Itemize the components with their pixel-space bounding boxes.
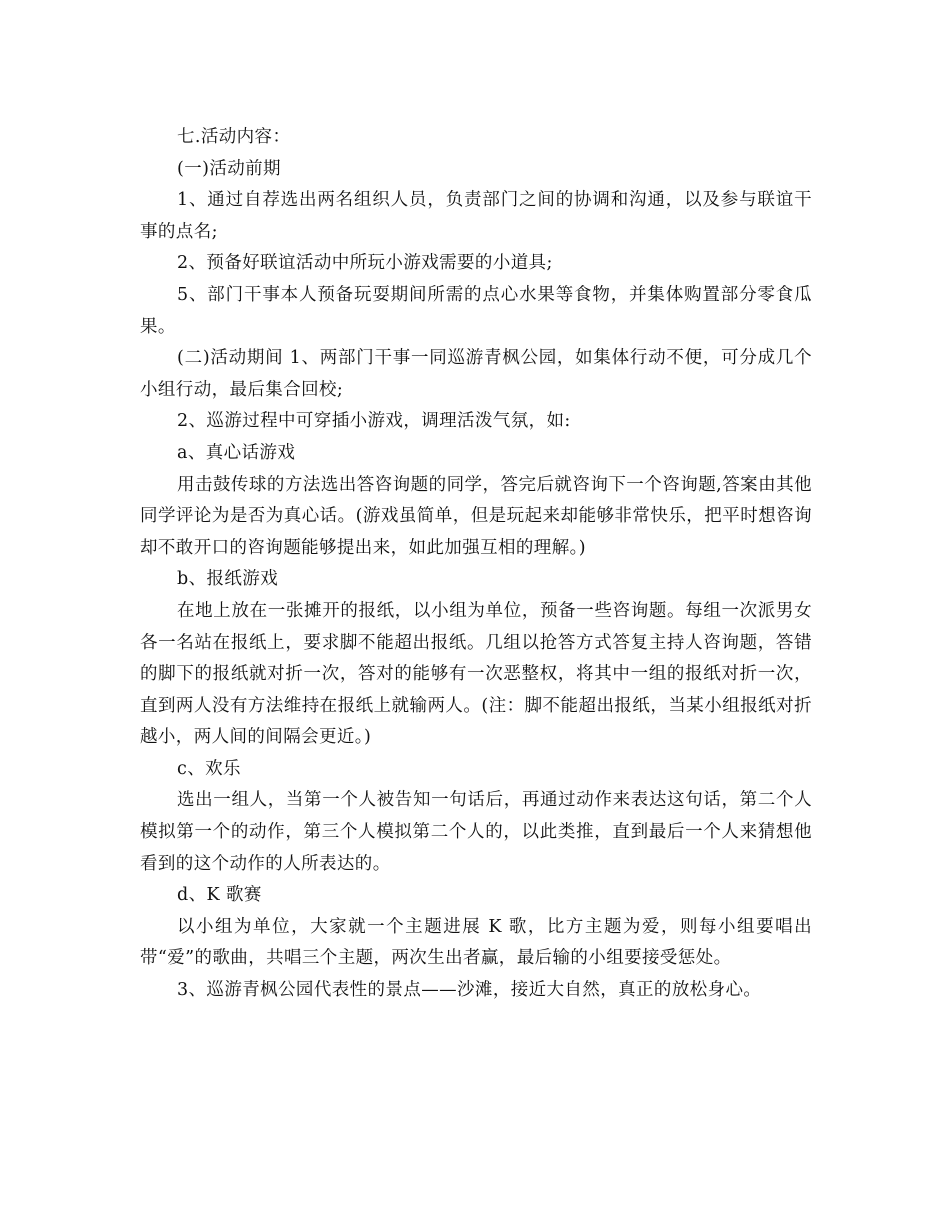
section-heading: 七.活动内容： <box>177 127 291 147</box>
subsection-heading: (一)活动前期 <box>177 158 281 179</box>
paragraph: 3、巡游青枫公园代表性的景点——沙滩，接近大自然，真正的放松身心。 <box>177 980 762 1001</box>
paragraph: 用击鼓传球的方法选出答咨询题的同学，答完后就咨询下一个咨询题,答案由其他同学评论为是否为真心话。(游戏虽简单，但是玩起来却能够非常快乐，把平时想咨询却不敢开口的咨询题能够提出来，如此加强互相的理解。) <box>140 474 812 558</box>
paragraph: 1、通过自荐选出两名组织人员，负责部门之间的协调和沟通，以及参与联谊干事的点名; <box>140 190 812 242</box>
paragraph: 在地上放在一张摊开的报纸，以小组为单位，预备一些咨询题。每组一次派男女各一名站在报纸上，要求脚不能超出报纸。几组以抢答方式答复主持人咨询题，答错的脚下的报纸就对折一次，答对的能够有一次恶整权，将其中一组的报纸对折一次，直到两人没有方法维持在报纸上就输两人。(注：脚不能超出报纸，当某小组报纸对折越小，两人间的间隔会更近。) <box>140 600 812 748</box>
game-heading: c、欢乐 <box>177 758 241 779</box>
paragraph: 2、巡游过程中可穿插小游戏，调理活泼气氛，如: <box>177 411 571 432</box>
document-body <box>140 122 812 1007</box>
paragraph: 5、部门干事本人预备玩耍期间所需的点心水果等食物，并集体购置部分零食瓜果。 <box>140 284 812 337</box>
game-heading: d、K 歌赛 <box>177 885 262 906</box>
paragraph: 选出一组人，当第一个人被告知一句话后，再通过动作来表达这句话，第二个人模拟第一个的动作，第三个人模拟第二个人的，以此类推，直到最后一个人来猜想他看到的这个动作的人所表达的。 <box>140 790 812 874</box>
paragraph: 以小组为单位，大家就一个主题进展 K 歌，比方主题为爱，则每小组要唱出带“爱”的歌曲，共唱三个主题，两次生出者赢，最后输的小组要接受惩处。 <box>140 916 812 969</box>
game-heading: b、报纸游戏 <box>177 569 279 590</box>
paragraph: 2、预备好联谊活动中所玩小游戏需要的小道具; <box>177 253 553 274</box>
paragraph: (二)活动期间 1、两部门干事一同巡游青枫公园，如集体行动不便，可分成几个小组行动，最后集合回校; <box>140 348 812 400</box>
game-heading: a、真心话游戏 <box>177 442 296 463</box>
